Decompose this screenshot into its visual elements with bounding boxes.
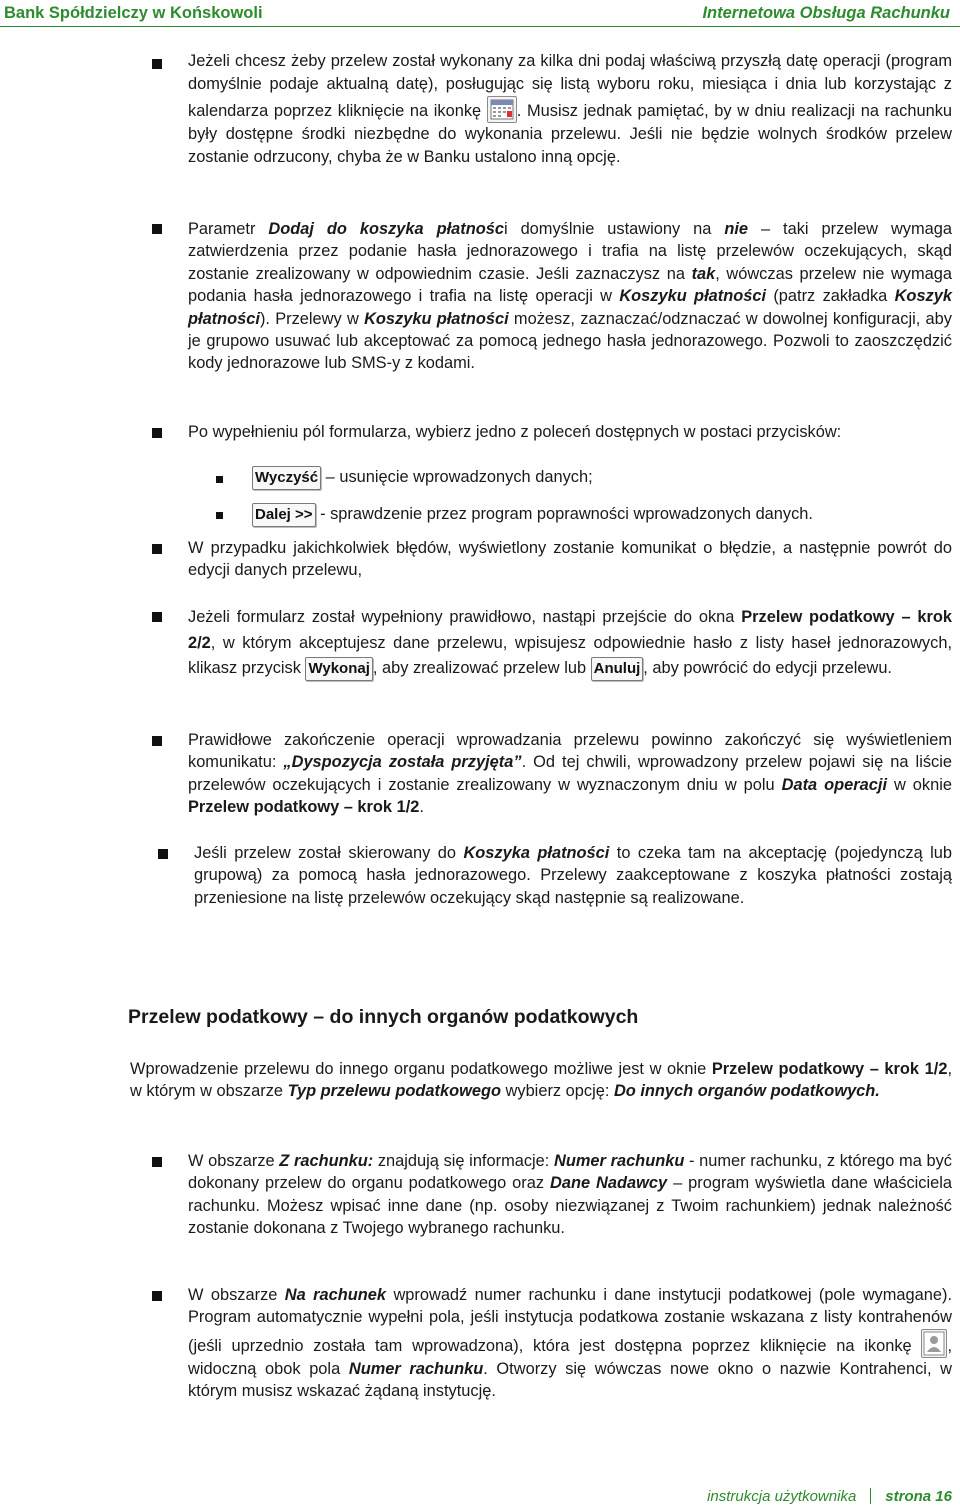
bullet [152, 612, 162, 622]
section-intro: Wprowadzenie przelewu do innego organu podatkowego możliwe jest w oknie Przelew podatkowy – krok 1/2, w którym w obszarze Typ przelewu podatkowego wybierz opcję: Do innych organów podatkowych. [130, 1060, 952, 1101]
next-button-item: Dalej >> - sprawdzenie przez program poprawności wprowadzonych danych. [252, 503, 813, 527]
sub-bullet [216, 476, 223, 483]
paragraph-basket-acceptance: Jeśli przelew został skierowany do Koszyka płatności to czeka tam na akceptację (pojedynczą lub grupową) za pomocą hasła jednorazowego. Przelewy zaakceptowane z koszyka płatności zostają przeniesione na listę przelewów oczekujący skąd następnie są realizowane. [194, 844, 952, 907]
bullet [152, 428, 162, 438]
bullet [152, 1157, 162, 1167]
calendar-icon[interactable] [487, 96, 517, 123]
bullet [152, 59, 162, 69]
document-title: Internetowa Obsługa Rachunku [702, 4, 950, 22]
paragraph-step-two: Jeżeli formularz został wypełniony prawidłowo, nastąpi przejście do okna Przelew podatkowy – krok 2/2, w którym akceptujesz dane przelewu, wpisujesz odpowiednie hasło z listy haseł jednorazowych, klikasz przycisk Wykonaj , aby zrealizować przelew lub Anuluj , aby powrócić do edycji przelewu. [188, 605, 952, 682]
contact-list-icon[interactable] [921, 1329, 947, 1358]
footer-divider [870, 1488, 871, 1504]
clear-button[interactable]: Wyczyść [252, 466, 321, 490]
paragraph-errors: W przypadku jakichkolwiek błędów, wyświetlony zostanie komunikat o błędzie, a następnie powrót do edycji danych przelewu, [188, 539, 952, 580]
bullet [152, 224, 162, 234]
page-footer [707, 1486, 952, 1508]
paragraph-future-date: Jeżeli chcesz żeby przelew został wykonany za kilka dni podaj właściwą przyszłą datę operacji (program domyślnie podaje aktualną datę), posługując się listą wyboru roku, miesiąca i dnia lub korzystając z kalendarza poprzez kliknięcie na ikonkę . Musisz jednak pamiętać, by w dniu realizacji na rachunku były dostępne środki niezbędne do wykonania przelewu. Jeśli nie będzie wolnych środków przelew zostanie odrzucony, chyba że w Banku ustalono inną opcję. [188, 52, 953, 166]
paragraph-from-account: W obszarze Z rachunku: znajdują się informacje: Numer rachunku - numer rachunku, z którego ma być dokonany przelew do organu podatkowego oraz Dane Nadawcy – program wyświetla dane właściciela rachunku. Możesz wpisać inne dane (np. osoby niezwiązanej z Twoim rachunkiem) jednak należność zostanie dokonana z Twojego wybranego rachunku. [188, 1152, 952, 1238]
paragraph-basket-parameter: Parametr Dodaj do koszyka płatności domyślnie ustawiony na nie – taki przelew wymaga zatwierdzenia przez podanie hasła jednorazowego i trafia na listę przelewów oczekujących, skąd zostanie zrealizowany w odpowiednim czasie. Jeśli zaznaczysz na tak, wówczas przelew nie wymaga podania hasła jednorazowego i trafia na listę operacji w Koszyku płatności (patrz zakładka Koszyk płatności). Przelewy w Koszyku płatności możesz, zaznaczać/odznaczać w dowolnej konfiguracji, aby je grupowo usuwać lub akceptować za pomocą jednego hasła jednorazowego. Pozwoli to zaoszczędzić kody jednorazowe lub SMS-y z kodami. [188, 220, 952, 373]
sub-bullet [216, 512, 223, 519]
footer-label: instrukcja użytkownika [707, 1488, 857, 1505]
cancel-button[interactable]: Anuluj [591, 657, 644, 681]
page-number: strona 16 [885, 1488, 952, 1505]
bullet [152, 1291, 162, 1301]
paragraph-confirmation: Prawidłowe zakończenie operacji wprowadzania przelewu powinno zakończyć się wyświetleniem komunikatu: „Dyspozycja została przyjęta”. Od tej chwili, wprowadzony przelew pojawi się na liście przelewów oczekujących i zostanie zrealizowany w wyznaczonym dniu w polu Data operacji w oknie Przelew podatkowy – krok 1/2. [188, 731, 952, 817]
execute-button[interactable]: Wykonaj [305, 657, 372, 681]
bullet [152, 544, 162, 554]
page-header [0, 0, 960, 26]
header-divider [0, 26, 960, 27]
paragraph-form-buttons: Po wypełnieniu pól formularza, wybierz jedno z poleceń dostępnych w postaci przycisków: [188, 423, 842, 441]
bank-name: Bank Spółdzielczy w Końskowoli [4, 4, 263, 22]
next-button[interactable]: Dalej >> [252, 503, 316, 527]
paragraph-to-account: W obszarze Na rachunek wprowadź numer rachunku i dane instytucji podatkowej (pole wymagane). Program automatycznie wypełni pola, jeśli instytucja podatkowa zostanie wskazana z listy kontrahenów (jeśli uprzednio została tam wprowadzona), która jest dostępna poprzez kliknięcie na ikonkę , widoczną obok pola Numer rachunku. Otworzy się wówczas nowe okno o nazwie Kontrahenci, w którym musisz wskazać żądaną instytucję. [188, 1286, 952, 1401]
clear-button-item: Wyczyść – usunięcie wprowadzonych danych; [252, 466, 593, 490]
section-title: Przelew podatkowy – do innych organów podatkowych [128, 1006, 639, 1028]
bullet [152, 736, 162, 746]
bullet [158, 849, 168, 859]
